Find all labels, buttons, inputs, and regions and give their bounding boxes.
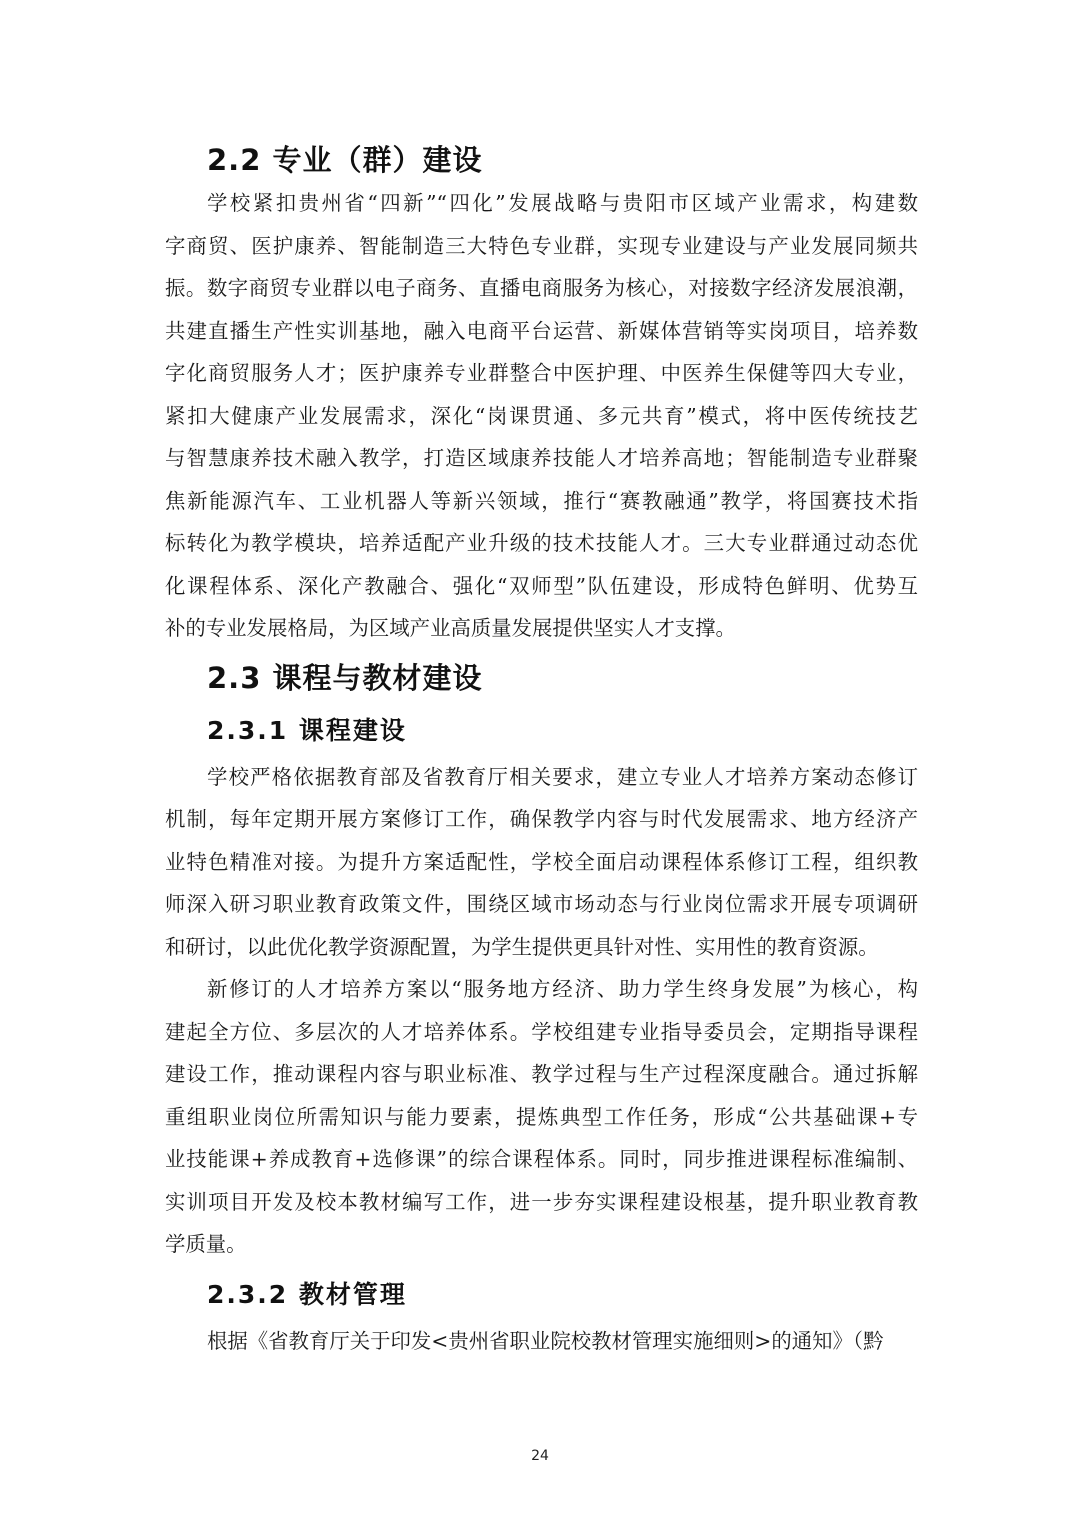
text-line: 新修订的人才培养方案以“服务地方经济、助力学生终身发展”为核心，构 [207, 977, 918, 1001]
text-line: 学质量。 [165, 1232, 247, 1256]
text-line: 机制，每年定期开展方案修订工作，确保教学内容与时代发展需求、地方经济产 [165, 807, 918, 831]
text-line: 学校紧扣贵州省“四新”“四化”发展战略与贵阳市区域产业需求，构建数 [207, 191, 918, 215]
text-line: 字商贸、医护康养、智能制造三大特色专业群，实现专业建设与产业发展同频共 [165, 233, 918, 258]
paragraph-2-3-1-1 [165, 756, 918, 969]
text-line: 焦新能源汽车、工业机器人等新兴领域，推行“赛教融通”教学，将国赛技术指 [165, 488, 918, 513]
text-line: 实训项目开发及校本教材编写工作，进一步夯实课程建设根基，提升职业教育教 [165, 1189, 918, 1214]
text-line: 建起全方位、多层次的人才培养体系。学校组建专业指导委员会，定期指导课程 [165, 1019, 918, 1044]
text-line: 振。数字商贸专业群以电子商务、直播电商服务为核心，对接数字经济发展浪潮， [165, 276, 918, 300]
text-line: 建设工作，推动课程内容与职业标准、教学过程与生产过程深度融合。通过拆解 [165, 1062, 918, 1086]
paragraph-2-3-1-2 [165, 968, 918, 1266]
paragraph-2-3-2-1 [165, 1320, 918, 1363]
text-line: 字化商贸服务人才；医护康养专业群整合中医护理、中医养生保健等四大专业， [165, 361, 918, 385]
text-line: 师深入研习职业教育政策文件，围绕区域市场动态与行业岗位需求开展专项调研 [165, 892, 918, 916]
document-page [165, 138, 918, 1362]
text-line: 化课程体系、深化产教融合、强化“双师型”队伍建设，形成特色鲜明、优势互 [165, 573, 918, 598]
text-line: 和研讨，以此优化教学资源配置，为学生提供更具针对性、实用性的教育资源。 [165, 934, 879, 959]
section-heading-2-3-2: 2.3.2 教材管理 [207, 1279, 407, 1309]
paragraph-2-2-1 [165, 182, 918, 650]
text-line: 根据《省教育厅关于印发<贵州省职业院校教材管理实施细则>的通知》（黔 [207, 1328, 884, 1353]
page-number: 24 [531, 1448, 549, 1464]
text-line: 重组职业岗位所需知识与能力要素，提炼典型工作任务，形成“公共基础课+专 [165, 1104, 918, 1129]
text-line: 业技能课+养成教育+选修课”的综合课程体系。同时，同步推进课程标准编制、 [165, 1147, 918, 1171]
section-heading-2-3-1: 2.3.1 课程建设 [207, 715, 407, 745]
section-heading-2-3: 2.3 课程与教材建设 [207, 660, 483, 695]
text-line: 业特色精准对接。为提升方案适配性，学校全面启动课程体系修订工程，组织教 [165, 849, 918, 874]
text-line: 补的专业发展格局，为区域产业高质量发展提供坚实人才支撑。 [165, 616, 736, 640]
text-line: 标转化为教学模块，培养适配产业升级的技术技能人才。三大专业群通过动态优 [165, 531, 918, 555]
section-heading-2-2: 2.2 专业（群）建设 [207, 143, 483, 177]
text-line: 学校严格依据教育部及省教育厅相关要求，建立专业人才培养方案动态修订 [207, 764, 918, 789]
text-line: 共建直播生产性实训基地，融入电商平台运营、新媒体营销等实岗项目，培养数 [165, 318, 918, 343]
text-line: 与智慧康养技术融入教学，打造区域康养技能人才培养高地；智能制造专业群聚 [165, 446, 918, 470]
text-line: 紧扣大健康产业发展需求，深化“岗课贯通、多元共育”模式，将中医传统技艺 [165, 403, 918, 428]
